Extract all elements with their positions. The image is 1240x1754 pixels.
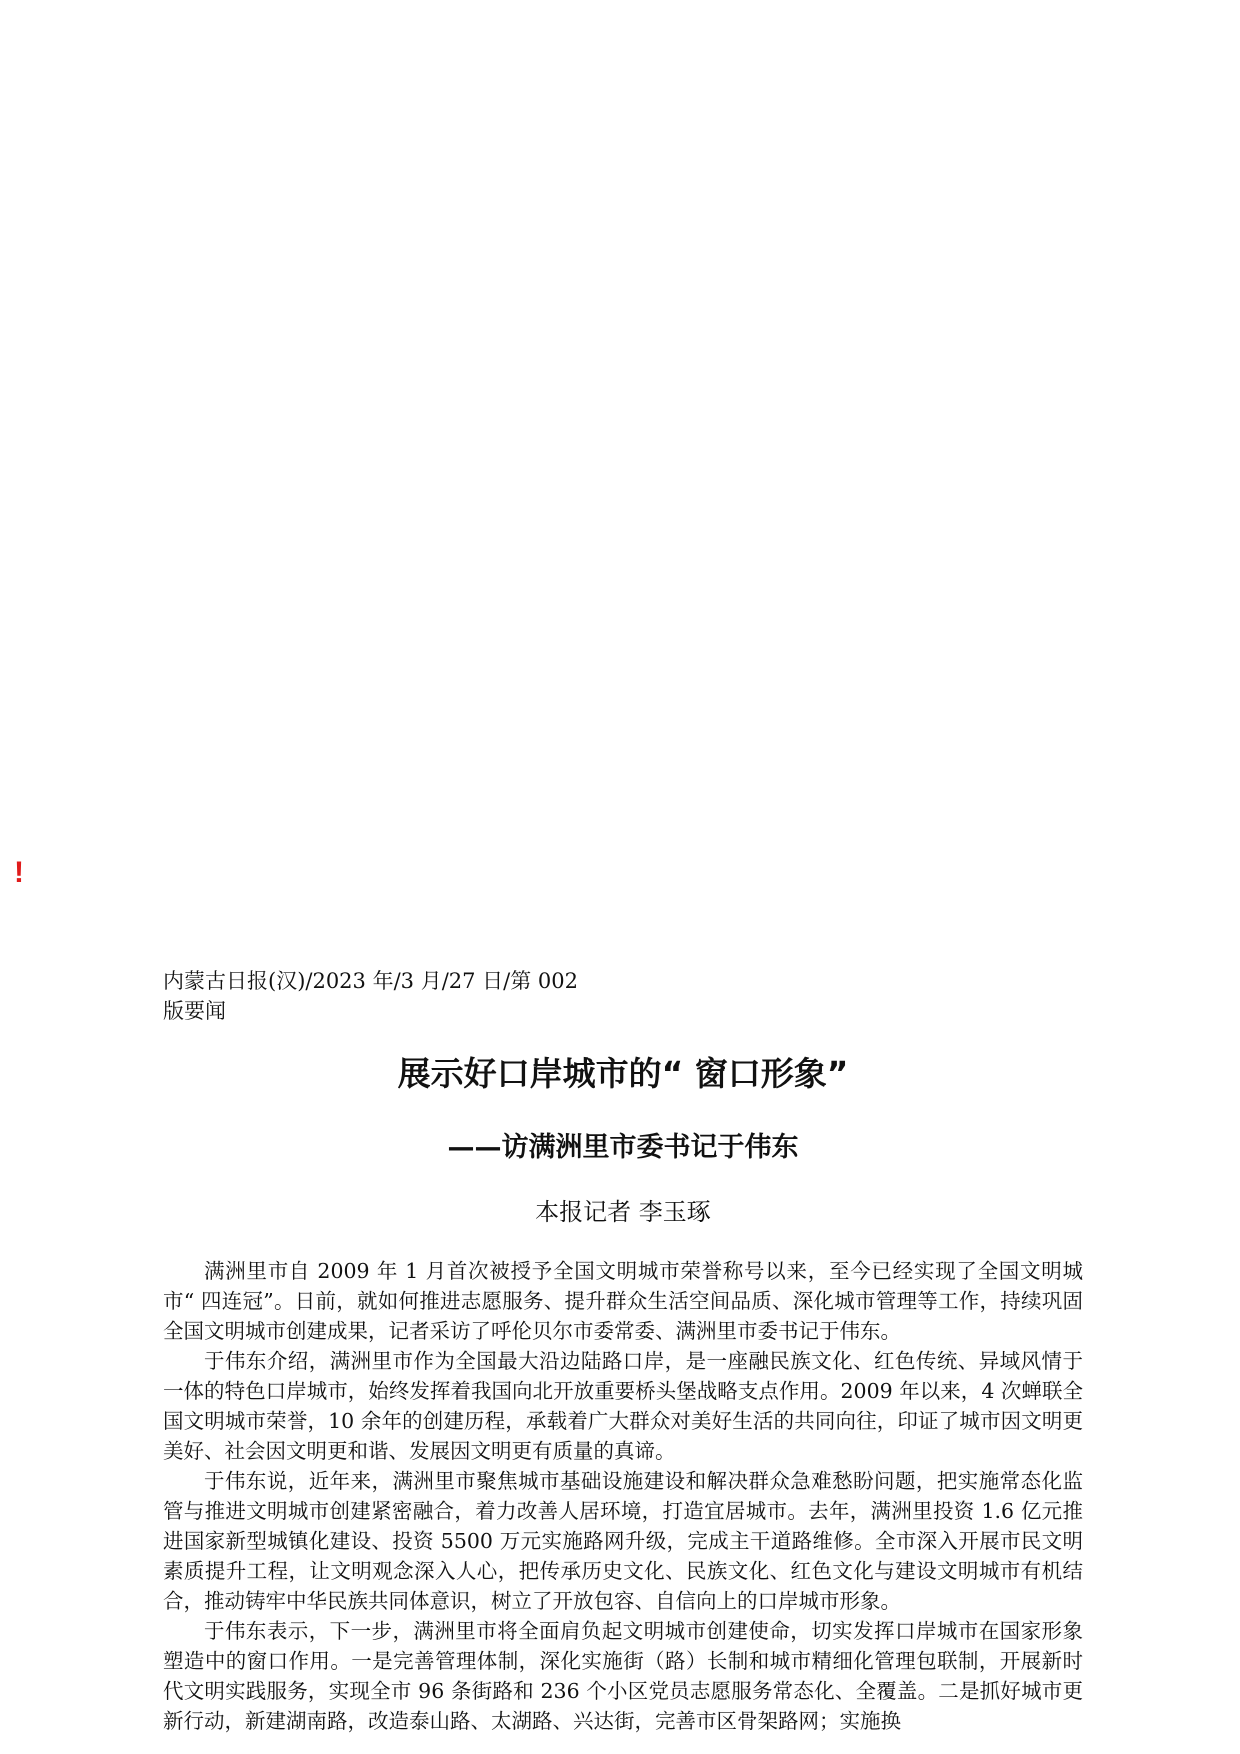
alert-mark: ! bbox=[14, 856, 24, 889]
paragraph: 于伟东说，近年来，满洲里市聚焦城市基础设施建设和解决群众急难愁盼问题，把实施常态化监管与推进文明城市创建紧密融合，着力改善人居环境，打造宜居城市。去年，满洲里投资 1.6 亿元推进国家新型城镇化建设、投资 5500 万元实施路网升级，完成主干道路维修。全市深入开展市民文明素质提升工程，让文明观念深入人心，把传承历史文化、民族文化、红色文化与建设文明城市有机结合，推动铸牢中华民族共同体意识，树立了开放包容、自信向上的口岸城市形象。 bbox=[163, 1469, 1083, 1613]
article-title: 展示好口岸城市的“ 窗口形象” bbox=[397, 1054, 849, 1093]
document-meta bbox=[163, 966, 1083, 1026]
source-line: 内蒙古日报(汉)/2023 年/3 月/27 日/第 002 bbox=[163, 969, 578, 993]
article-byline: 本报记者 李玉琢 bbox=[535, 1198, 711, 1226]
section-line: 版要闻 bbox=[163, 999, 226, 1023]
article-subtitle: ——访满洲里市委书记于伟东 bbox=[447, 1132, 799, 1163]
paragraph: 满洲里市自 2009 年 1 月首次被授予全国文明城市荣誉称号以来，至今已经实现了全国文明城市“ 四连冠”。日前，就如何推进志愿服务、提升群众生活空间品质、深化城市管理等工作，持续巩固全国文明城市创建成果，记者采访了呼伦贝尔市委常委、满洲里市委书记于伟东。 bbox=[163, 1259, 1083, 1343]
article-body bbox=[163, 1256, 1083, 1736]
paragraph: 于伟东表示，下一步，满洲里市将全面肩负起文明城市创建使命，切实发挥口岸城市在国家形象塑造中的窗口作用。一是完善管理体制，深化实施街（路）长制和城市精细化管理包联制，开展新时代文明实践服务，实现全市 96 条街路和 236 个小区党员志愿服务常态化、全覆盖。二是抓好城市更新行动，新建湖南路，改造泰山路、太湖路、兴达街，完善市区骨架路网；实施换 bbox=[163, 1619, 1083, 1733]
paragraph: 于伟东介绍，满洲里市作为全国最大沿边陆路口岸，是一座融民族文化、红色传统、异域风情于一体的特色口岸城市，始终发挥着我国向北开放重要桥头堡战略支点作用。2009 年以来，4 次蝉联全国文明城市荣誉，10 余年的创建历程，承载着广大群众对美好生活的共同向往，印证了城市因文明更美好、社会因文明更和谐、发展因文明更有质量的真谛。 bbox=[163, 1349, 1083, 1463]
